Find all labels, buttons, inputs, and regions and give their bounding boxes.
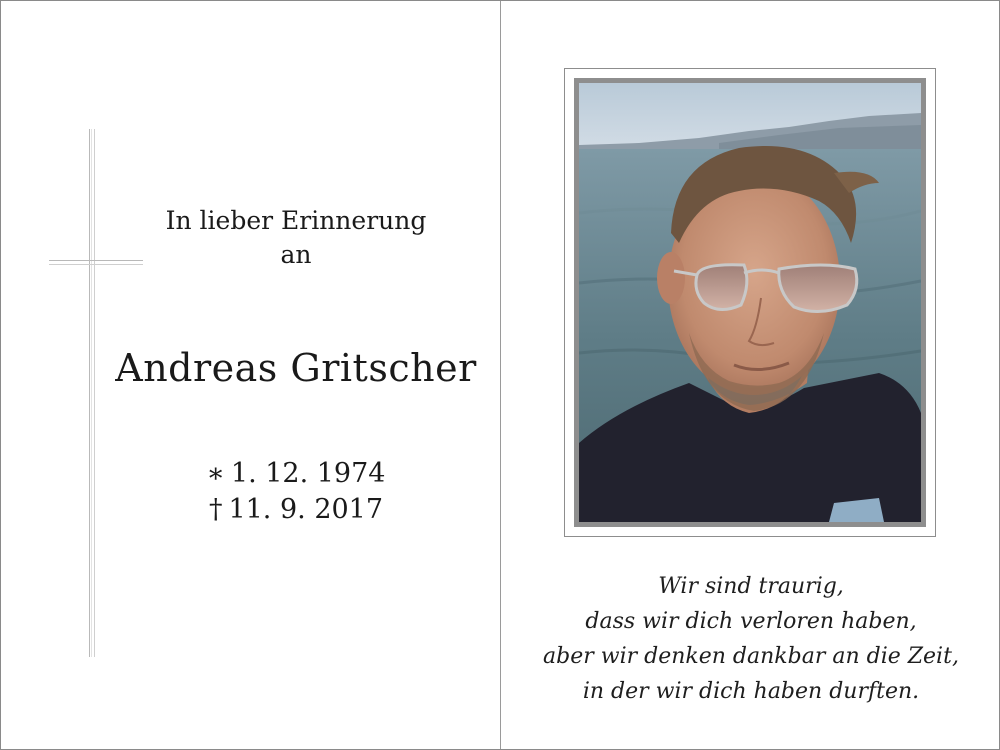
cross-vertical-beam: [89, 129, 95, 657]
portrait-frame: [564, 68, 936, 537]
memorial-verse: [521, 569, 981, 709]
verse-line: in der wir dich haben durften.: [582, 679, 920, 704]
deceased-name: Andreas Gritscher: [115, 346, 477, 390]
portrait-mat: [574, 78, 926, 527]
birth-row: [101, 456, 491, 492]
verse-line: aber wir denken dankbar an die Zeit,: [543, 644, 959, 669]
remembrance-heading: [101, 204, 491, 272]
card-fold-line: [500, 1, 501, 749]
remembrance-line: In lieber Erinnerung: [165, 206, 427, 235]
verse-line: dass wir dich verloren haben,: [585, 609, 917, 634]
portrait-photo: [579, 83, 921, 522]
death-cross-icon: †: [208, 494, 223, 525]
remembrance-an: an: [280, 240, 312, 269]
birth-date: 1. 12. 1974: [230, 458, 386, 489]
life-dates: [101, 456, 491, 528]
birth-star-icon: ∗: [206, 458, 225, 489]
death-date: 11. 9. 2017: [228, 494, 384, 525]
death-row: [101, 492, 491, 528]
verse-line: Wir sind traurig,: [658, 574, 844, 599]
portrait-image: [579, 83, 921, 522]
